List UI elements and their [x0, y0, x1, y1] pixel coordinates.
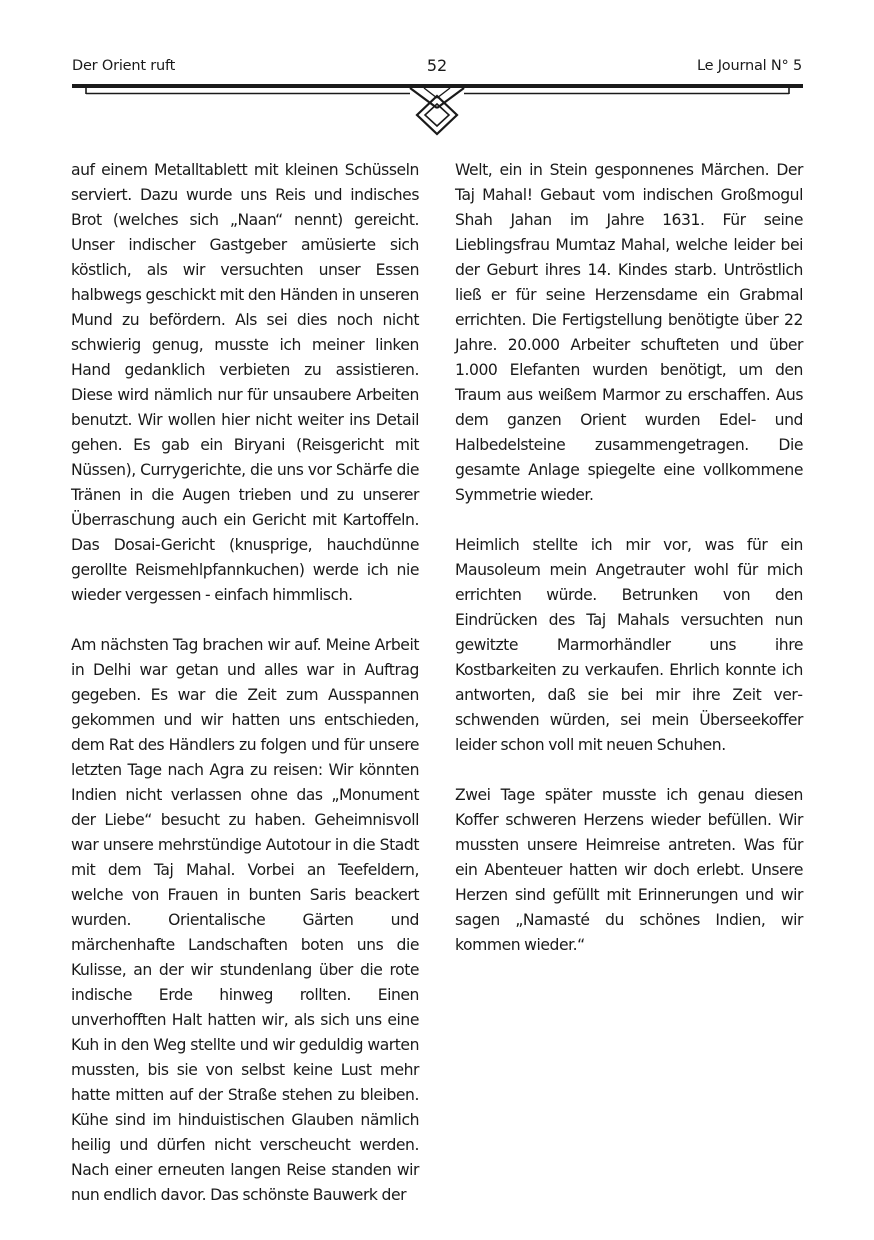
text-column-right — [455, 158, 803, 983]
header-ornament — [0, 78, 874, 138]
running-head-left: Der Orient ruft — [72, 58, 176, 74]
paragraph: Am nächsten Tag brachen wir auf. Meine Arbeit in Delhi war getan und alles war in Auftrag gegeben. Es war die Zeit zum Ausspannen gekommen und wir hatten uns entschieden, dem Rat des Händlers zu folgen und für unsere letzten Tage nach Agra zu reisen: Wir könnten Indien nicht verlassen ohne das „Monument der Liebe“ besucht zu haben. Geheimnisvoll war unsere mehrstündige Autotour in die Stadt mit dem Taj Mahal. Vorbei an Teefeldern, welche von Frauen in bunten Saris beackert wurden. Orientalische Gärten und märchenhafte Landschaften boten uns die Kulisse, an der wir stundenlang über die rote indische Erde hinweg rollten. Einen unverhofften Halt hatten wir, als sich uns eine Kuh in den Weg stellte und wir geduldig warten mussten, bis sie von selbst keine Lust mehr hatte mitten auf der Straße stehen zu bleiben. Kühe sind im hinduistischen Glauben nämlich heilig und dürfen nicht verscheucht werden. Nach einer erneuten langen Reise standen wir nun endlich davor. Das schönste Bauwerk der — [71, 636, 419, 1204]
paragraph: auf einem Metalltablett mit kleinen Schüsseln serviert. Dazu wurde uns Reis und indisches Brot (welches sich „Naan“ nennt) gereicht. Unser indischer Gastgeber amüsierte sich köstlich, als wir versuchten unser Essen halbwegs geschickt mit den Händen in unseren Mund zu befördern. Als sei dies noch nicht schwierig genug, musste ich meiner linken Hand gedanklich verbieten zu assistieren. Diese wird nämlich nur für unsaubere Arbeiten benutzt. Wir wollen hier nicht weiter ins Detail gehen. Es gab ein Biryani (Reisgericht mit Nüssen), Currygerichte, die uns vor Schärfe die Tränen in die Augen trieben und zu unserer Überraschung auch ein Gericht mit Kartoffeln. Das Dosai-Gericht (knusprige, hauchdünne gerollte Reismehlpfannkuchen) werde ich nie wieder vergessen - einfach himmlisch. — [71, 161, 419, 604]
paragraph: Heimlich stellte ich mir vor, was für ein Mausoleum mein Angetrauter wohl für mich errichten würde. Betrunken von den Eindrücken des Taj Mahals versuchten nun gewitzte Marmorhändler uns ihre Kostbarkeiten zu verkaufen. Ehrlich konnte ich antworten, daß sie bei mir ihre Zeit verschwenden würden, sei mein Überseekoffer leider schon voll mit neuen Schuhen. — [455, 536, 803, 754]
text-column-left — [71, 158, 419, 1233]
paragraph: Welt, ein in Stein gesponnenes Märchen. Der Taj Mahal! Gebaut vom indischen Großmogul Shah Jahan im Jahre 1631. Für seine Lieblingsfrau Mumtaz Mahal, welche leider bei der Geburt ihres 14. Kindes starb. Untröstlich ließ er für seine Herzensdame ein Grabmal errichten. Die Fertigstellung benötigte über 22 Jahre. 20.000 Arbeiter schufteten und über 1.000 Elefanten wurden benötigt, um den Traum aus weißem Marmor zu erschaffen. Aus dem ganzen Orient wurden Edel- und Halbedelsteine zusammengetragen. Die gesamte Anlage spiegelte eine vollkommene Symmetrie wieder. — [455, 161, 803, 504]
paragraph: Zwei Tage später musste ich genau diesen Koffer schweren Herzens wieder befüllen. Wir mussten unsere Heimreise antreten. Was für ein Abenteuer hatten wir doch erlebt. Unsere Herzen sind gefüllt mit Erinnerungen und wir sagen „Namasté du schönes Indien, wir kommen wieder.“ — [455, 786, 803, 954]
running-head-right: Le Journal N° 5 — [696, 58, 802, 74]
page-number: 52 — [426, 56, 448, 75]
